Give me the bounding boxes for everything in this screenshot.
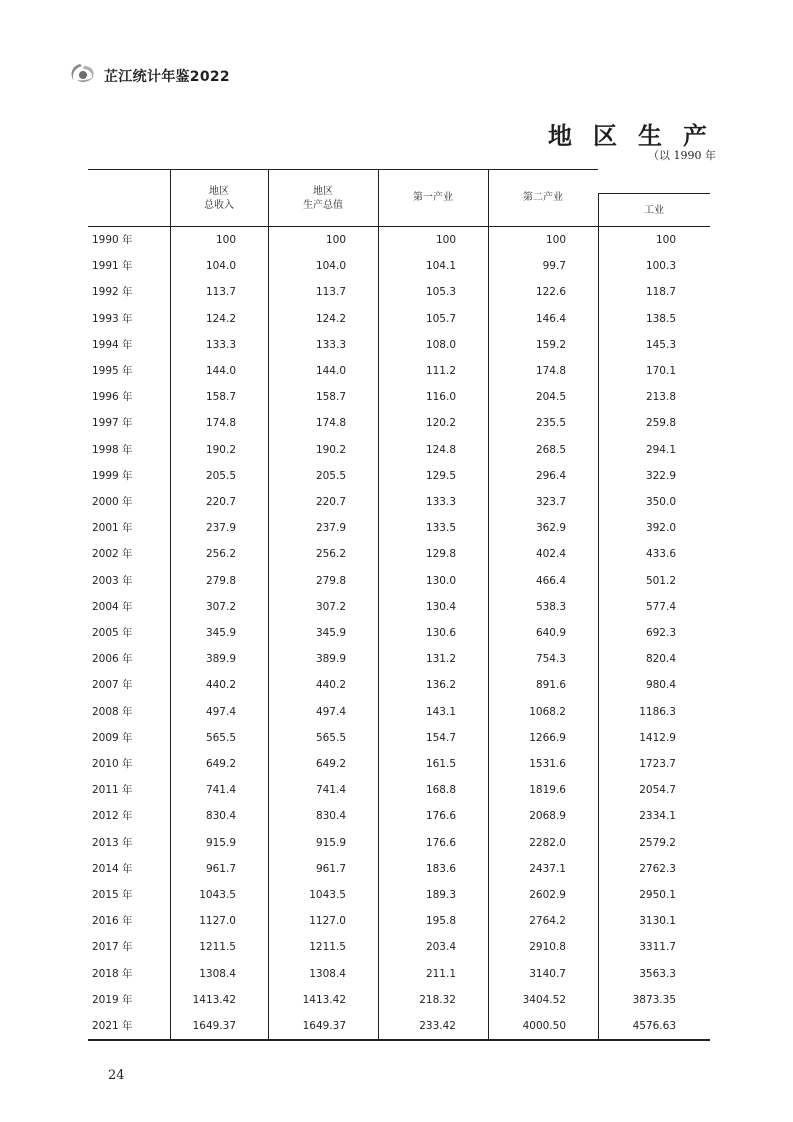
table-row bbox=[88, 620, 710, 646]
table-row bbox=[88, 830, 710, 856]
year-cell: 1990 年 bbox=[92, 234, 133, 246]
table-row bbox=[88, 227, 710, 253]
value-cell: 538.3 bbox=[535, 600, 566, 613]
value-cell: 159.2 bbox=[535, 338, 566, 351]
value-cell: 203.4 bbox=[425, 941, 456, 954]
value-cell: 649.2 bbox=[315, 758, 346, 770]
year-cell: 1997 年 bbox=[92, 417, 133, 430]
value-cell: 104.1 bbox=[425, 260, 456, 273]
year-cell: 2014 年 bbox=[92, 862, 133, 875]
value-cell: 1819.6 bbox=[529, 784, 566, 797]
value-cell: 100.3 bbox=[645, 260, 676, 273]
year-cell: 2006 年 bbox=[92, 653, 133, 666]
value-cell: 961.7 bbox=[315, 862, 346, 875]
value-cell: 1649.37 bbox=[302, 1020, 346, 1032]
value-cell: 168.8 bbox=[425, 784, 456, 797]
value-cell: 2068.9 bbox=[529, 810, 566, 823]
value-cell: 440.2 bbox=[205, 679, 236, 692]
value-cell: 256.2 bbox=[315, 548, 346, 561]
value-cell: 129.8 bbox=[425, 548, 456, 561]
value-cell: 1531.6 bbox=[529, 758, 566, 770]
index-table bbox=[88, 169, 710, 1041]
table-row bbox=[88, 358, 710, 384]
year-cell: 2009 年 bbox=[92, 731, 133, 744]
table-row bbox=[88, 463, 710, 489]
value-cell: 1412.9 bbox=[639, 731, 676, 744]
table-row bbox=[88, 908, 710, 934]
value-cell: 1413.42 bbox=[192, 993, 236, 1006]
table-row bbox=[88, 489, 710, 515]
value-cell: 190.2 bbox=[205, 443, 236, 456]
table-row bbox=[88, 987, 710, 1013]
value-cell: 362.9 bbox=[535, 522, 566, 535]
year-cell: 1991 年 bbox=[92, 260, 133, 273]
value-cell: 124.2 bbox=[205, 312, 236, 325]
value-cell: 124.2 bbox=[315, 312, 346, 325]
value-cell: 1649.37 bbox=[192, 1020, 236, 1032]
value-cell: 350.0 bbox=[645, 496, 676, 508]
value-cell: 3140.7 bbox=[529, 967, 566, 980]
value-cell: 133.3 bbox=[425, 496, 456, 508]
value-cell: 2282.0 bbox=[529, 836, 566, 849]
year-cell: 2021 年 bbox=[92, 1020, 133, 1032]
value-cell: 116.0 bbox=[425, 391, 456, 404]
value-cell: 440.2 bbox=[315, 679, 346, 692]
value-cell: 961.7 bbox=[205, 862, 236, 875]
value-cell: 466.4 bbox=[535, 574, 566, 587]
value-cell: 497.4 bbox=[205, 705, 236, 718]
year-cell: 1999 年 bbox=[92, 469, 133, 482]
value-cell: 389.9 bbox=[205, 653, 236, 666]
value-cell: 118.7 bbox=[645, 286, 676, 299]
value-cell: 237.9 bbox=[315, 522, 346, 535]
year-cell: 2019 年 bbox=[92, 993, 133, 1006]
value-cell: 741.4 bbox=[315, 784, 346, 797]
table-row bbox=[88, 384, 710, 410]
value-cell: 213.8 bbox=[645, 391, 676, 404]
value-cell: 1186.3 bbox=[639, 705, 676, 718]
value-cell: 980.4 bbox=[645, 679, 676, 692]
col-header-line: 地区 bbox=[313, 186, 333, 197]
table-row bbox=[88, 594, 710, 620]
value-cell: 130.4 bbox=[425, 600, 456, 613]
value-cell: 111.2 bbox=[425, 365, 456, 377]
year-cell: 2012 年 bbox=[92, 810, 133, 823]
value-cell: 345.9 bbox=[205, 627, 236, 639]
value-cell: 183.6 bbox=[425, 862, 456, 875]
value-cell: 565.5 bbox=[315, 731, 346, 744]
yearbook-logo-icon bbox=[68, 62, 98, 84]
value-cell: 220.7 bbox=[205, 496, 236, 508]
value-cell: 1413.42 bbox=[302, 993, 346, 1006]
value-cell: 100 bbox=[655, 234, 676, 246]
value-cell: 233.42 bbox=[419, 1020, 456, 1032]
value-cell: 2579.2 bbox=[639, 836, 676, 849]
col-header-line: 生产总值 bbox=[303, 200, 343, 211]
value-cell: 174.8 bbox=[535, 365, 566, 377]
year-cell: 1996 年 bbox=[92, 391, 133, 404]
year-cell: 2004 年 bbox=[92, 600, 133, 613]
value-cell: 1068.2 bbox=[529, 705, 566, 718]
table-row bbox=[88, 332, 710, 358]
value-cell: 218.32 bbox=[419, 993, 456, 1006]
col-header-line: 第二产业 bbox=[523, 192, 563, 203]
value-cell: 113.7 bbox=[315, 286, 346, 299]
year-cell: 2015 年 bbox=[92, 889, 133, 901]
col-header-line: 总收入 bbox=[204, 200, 234, 211]
year-cell: 2013 年 bbox=[92, 836, 133, 849]
table-row bbox=[88, 306, 710, 332]
table-row bbox=[88, 803, 710, 829]
value-cell: 2602.9 bbox=[529, 889, 566, 901]
value-cell: 108.0 bbox=[425, 338, 456, 351]
table-row bbox=[88, 1013, 710, 1039]
value-cell: 296.4 bbox=[535, 469, 566, 482]
value-cell: 565.5 bbox=[205, 731, 236, 744]
year-cell: 2017 年 bbox=[92, 941, 133, 954]
value-cell: 100 bbox=[325, 234, 346, 246]
value-cell: 158.7 bbox=[315, 391, 346, 404]
value-cell: 392.0 bbox=[645, 522, 676, 535]
table-row bbox=[88, 279, 710, 305]
value-cell: 323.7 bbox=[535, 496, 566, 508]
value-cell: 1127.0 bbox=[199, 915, 236, 928]
value-cell: 131.2 bbox=[425, 653, 456, 666]
value-cell: 105.7 bbox=[425, 312, 456, 325]
value-cell: 2334.1 bbox=[639, 810, 676, 823]
value-cell: 433.6 bbox=[645, 548, 676, 561]
year-cell: 2002 年 bbox=[92, 548, 133, 561]
value-cell: 104.0 bbox=[315, 260, 346, 273]
value-cell: 1308.4 bbox=[309, 967, 346, 980]
value-cell: 915.9 bbox=[205, 836, 236, 849]
table-row bbox=[88, 410, 710, 436]
value-cell: 136.2 bbox=[425, 679, 456, 692]
table-row bbox=[88, 253, 710, 279]
value-cell: 754.3 bbox=[535, 653, 566, 666]
col-header-line: 第一产业 bbox=[413, 192, 453, 203]
value-cell: 4000.50 bbox=[522, 1020, 566, 1032]
year-cell: 2005 年 bbox=[92, 627, 133, 639]
value-cell: 1723.7 bbox=[639, 758, 676, 770]
table-row bbox=[88, 777, 710, 803]
value-cell: 692.3 bbox=[645, 627, 676, 639]
value-cell: 174.8 bbox=[315, 417, 346, 430]
value-cell: 1043.5 bbox=[199, 889, 236, 901]
value-cell: 130.6 bbox=[425, 627, 456, 639]
value-cell: 830.4 bbox=[205, 810, 236, 823]
value-cell: 307.2 bbox=[205, 600, 236, 613]
value-cell: 124.8 bbox=[425, 443, 456, 456]
value-cell: 497.4 bbox=[315, 705, 346, 718]
value-cell: 235.5 bbox=[535, 417, 566, 430]
value-cell: 256.2 bbox=[205, 548, 236, 561]
value-cell: 2054.7 bbox=[639, 784, 676, 797]
year-cell: 1993 年 bbox=[92, 312, 133, 325]
value-cell: 820.4 bbox=[645, 653, 676, 666]
value-cell: 2910.8 bbox=[529, 941, 566, 954]
value-cell: 259.8 bbox=[645, 417, 676, 430]
value-cell: 2764.2 bbox=[529, 915, 566, 928]
year-cell: 2011 年 bbox=[92, 784, 133, 797]
value-cell: 294.1 bbox=[645, 443, 676, 456]
value-cell: 100 bbox=[215, 234, 236, 246]
year-cell: 1992 年 bbox=[92, 286, 133, 299]
value-cell: 279.8 bbox=[315, 574, 346, 587]
col-header-primary-industry bbox=[378, 191, 488, 205]
value-cell: 145.3 bbox=[645, 338, 676, 351]
page-title: 地区生产 bbox=[548, 121, 728, 150]
value-cell: 130.0 bbox=[425, 574, 456, 587]
value-cell: 279.8 bbox=[205, 574, 236, 587]
value-cell: 204.5 bbox=[535, 391, 566, 404]
value-cell: 129.5 bbox=[425, 469, 456, 482]
value-cell: 915.9 bbox=[315, 836, 346, 849]
value-cell: 389.9 bbox=[315, 653, 346, 666]
value-cell: 577.4 bbox=[645, 600, 676, 613]
value-cell: 741.4 bbox=[205, 784, 236, 797]
value-cell: 113.7 bbox=[205, 286, 236, 299]
value-cell: 1127.0 bbox=[309, 915, 346, 928]
value-cell: 891.6 bbox=[535, 679, 566, 692]
value-cell: 195.8 bbox=[425, 915, 456, 928]
table-row bbox=[88, 882, 710, 908]
value-cell: 144.0 bbox=[205, 365, 236, 377]
value-cell: 4576.63 bbox=[632, 1020, 676, 1032]
value-cell: 1308.4 bbox=[199, 967, 236, 980]
table-top-rule bbox=[88, 169, 598, 170]
table-bottom-rule bbox=[88, 1039, 710, 1041]
book-title: 芷江统计年鉴2022 bbox=[104, 69, 230, 85]
table-row bbox=[88, 672, 710, 698]
value-cell: 3404.52 bbox=[522, 993, 566, 1006]
value-cell: 3563.3 bbox=[639, 967, 676, 980]
value-cell: 2437.1 bbox=[529, 862, 566, 875]
value-cell: 133.5 bbox=[425, 522, 456, 535]
table-row bbox=[88, 437, 710, 463]
value-cell: 307.2 bbox=[315, 600, 346, 613]
value-cell: 120.2 bbox=[425, 417, 456, 430]
table-row bbox=[88, 961, 710, 987]
value-cell: 154.7 bbox=[425, 731, 456, 744]
value-cell: 3873.35 bbox=[632, 993, 676, 1006]
value-cell: 176.6 bbox=[425, 810, 456, 823]
value-cell: 1266.9 bbox=[529, 731, 566, 744]
value-cell: 237.9 bbox=[205, 522, 236, 535]
col-header-industry bbox=[598, 204, 710, 218]
value-cell: 3130.1 bbox=[639, 915, 676, 928]
value-cell: 100 bbox=[545, 234, 566, 246]
value-cell: 104.0 bbox=[205, 260, 236, 273]
value-cell: 144.0 bbox=[315, 365, 346, 377]
value-cell: 99.7 bbox=[542, 260, 566, 273]
value-cell: 1043.5 bbox=[309, 889, 346, 901]
col-header-line: 工业 bbox=[644, 205, 664, 216]
value-cell: 176.6 bbox=[425, 836, 456, 849]
value-cell: 1211.5 bbox=[309, 941, 346, 954]
year-cell: 2016 年 bbox=[92, 915, 133, 928]
table-row bbox=[88, 856, 710, 882]
table-row bbox=[88, 699, 710, 725]
value-cell: 640.9 bbox=[535, 627, 566, 639]
value-cell: 211.1 bbox=[425, 967, 456, 980]
year-cell: 1994 年 bbox=[92, 338, 133, 351]
value-cell: 205.5 bbox=[315, 469, 346, 482]
col-header-total-income bbox=[170, 185, 268, 213]
value-cell: 1211.5 bbox=[199, 941, 236, 954]
value-cell: 133.3 bbox=[315, 338, 346, 351]
value-cell: 174.8 bbox=[205, 417, 236, 430]
table-row bbox=[88, 646, 710, 672]
table-row bbox=[88, 568, 710, 594]
value-cell: 122.6 bbox=[535, 286, 566, 299]
year-cell: 2001 年 bbox=[92, 522, 133, 535]
value-cell: 158.7 bbox=[205, 391, 236, 404]
year-cell: 2000 年 bbox=[92, 496, 133, 508]
value-cell: 105.3 bbox=[425, 286, 456, 299]
value-cell: 190.2 bbox=[315, 443, 346, 456]
year-cell: 2007 年 bbox=[92, 679, 133, 692]
value-cell: 345.9 bbox=[315, 627, 346, 639]
value-cell: 170.1 bbox=[645, 365, 676, 377]
value-cell: 161.5 bbox=[425, 758, 456, 770]
year-cell: 2018 年 bbox=[92, 967, 133, 980]
value-cell: 100 bbox=[435, 234, 456, 246]
col-header-secondary-industry bbox=[488, 191, 598, 205]
year-cell: 1998 年 bbox=[92, 443, 133, 456]
year-cell: 1995 年 bbox=[92, 365, 133, 377]
value-cell: 205.5 bbox=[205, 469, 236, 482]
table-top-rule-right bbox=[598, 193, 710, 194]
table-row bbox=[88, 541, 710, 567]
value-cell: 133.3 bbox=[205, 338, 236, 351]
value-cell: 146.4 bbox=[535, 312, 566, 325]
value-cell: 322.9 bbox=[645, 469, 676, 482]
value-cell: 501.2 bbox=[645, 574, 676, 587]
value-cell: 143.1 bbox=[425, 705, 456, 718]
col-header-gdp bbox=[268, 185, 378, 213]
value-cell: 402.4 bbox=[535, 548, 566, 561]
value-cell: 268.5 bbox=[535, 443, 566, 456]
year-cell: 2008 年 bbox=[92, 705, 133, 718]
year-cell: 2010 年 bbox=[92, 758, 133, 770]
value-cell: 189.3 bbox=[425, 889, 456, 901]
page-subtitle: （以 1990 年 bbox=[648, 149, 716, 162]
year-cell: 2003 年 bbox=[92, 574, 133, 587]
table-row bbox=[88, 725, 710, 751]
value-cell: 138.5 bbox=[645, 312, 676, 325]
table-row bbox=[88, 515, 710, 541]
value-cell: 830.4 bbox=[315, 810, 346, 823]
table-row bbox=[88, 934, 710, 960]
col-header-line: 地区 bbox=[209, 186, 229, 197]
value-cell: 649.2 bbox=[205, 758, 236, 770]
page-number: 24 bbox=[108, 1068, 125, 1083]
value-cell: 3311.7 bbox=[639, 941, 676, 954]
value-cell: 220.7 bbox=[315, 496, 346, 508]
value-cell: 2762.3 bbox=[639, 862, 676, 875]
table-row bbox=[88, 751, 710, 777]
value-cell: 2950.1 bbox=[639, 889, 676, 901]
